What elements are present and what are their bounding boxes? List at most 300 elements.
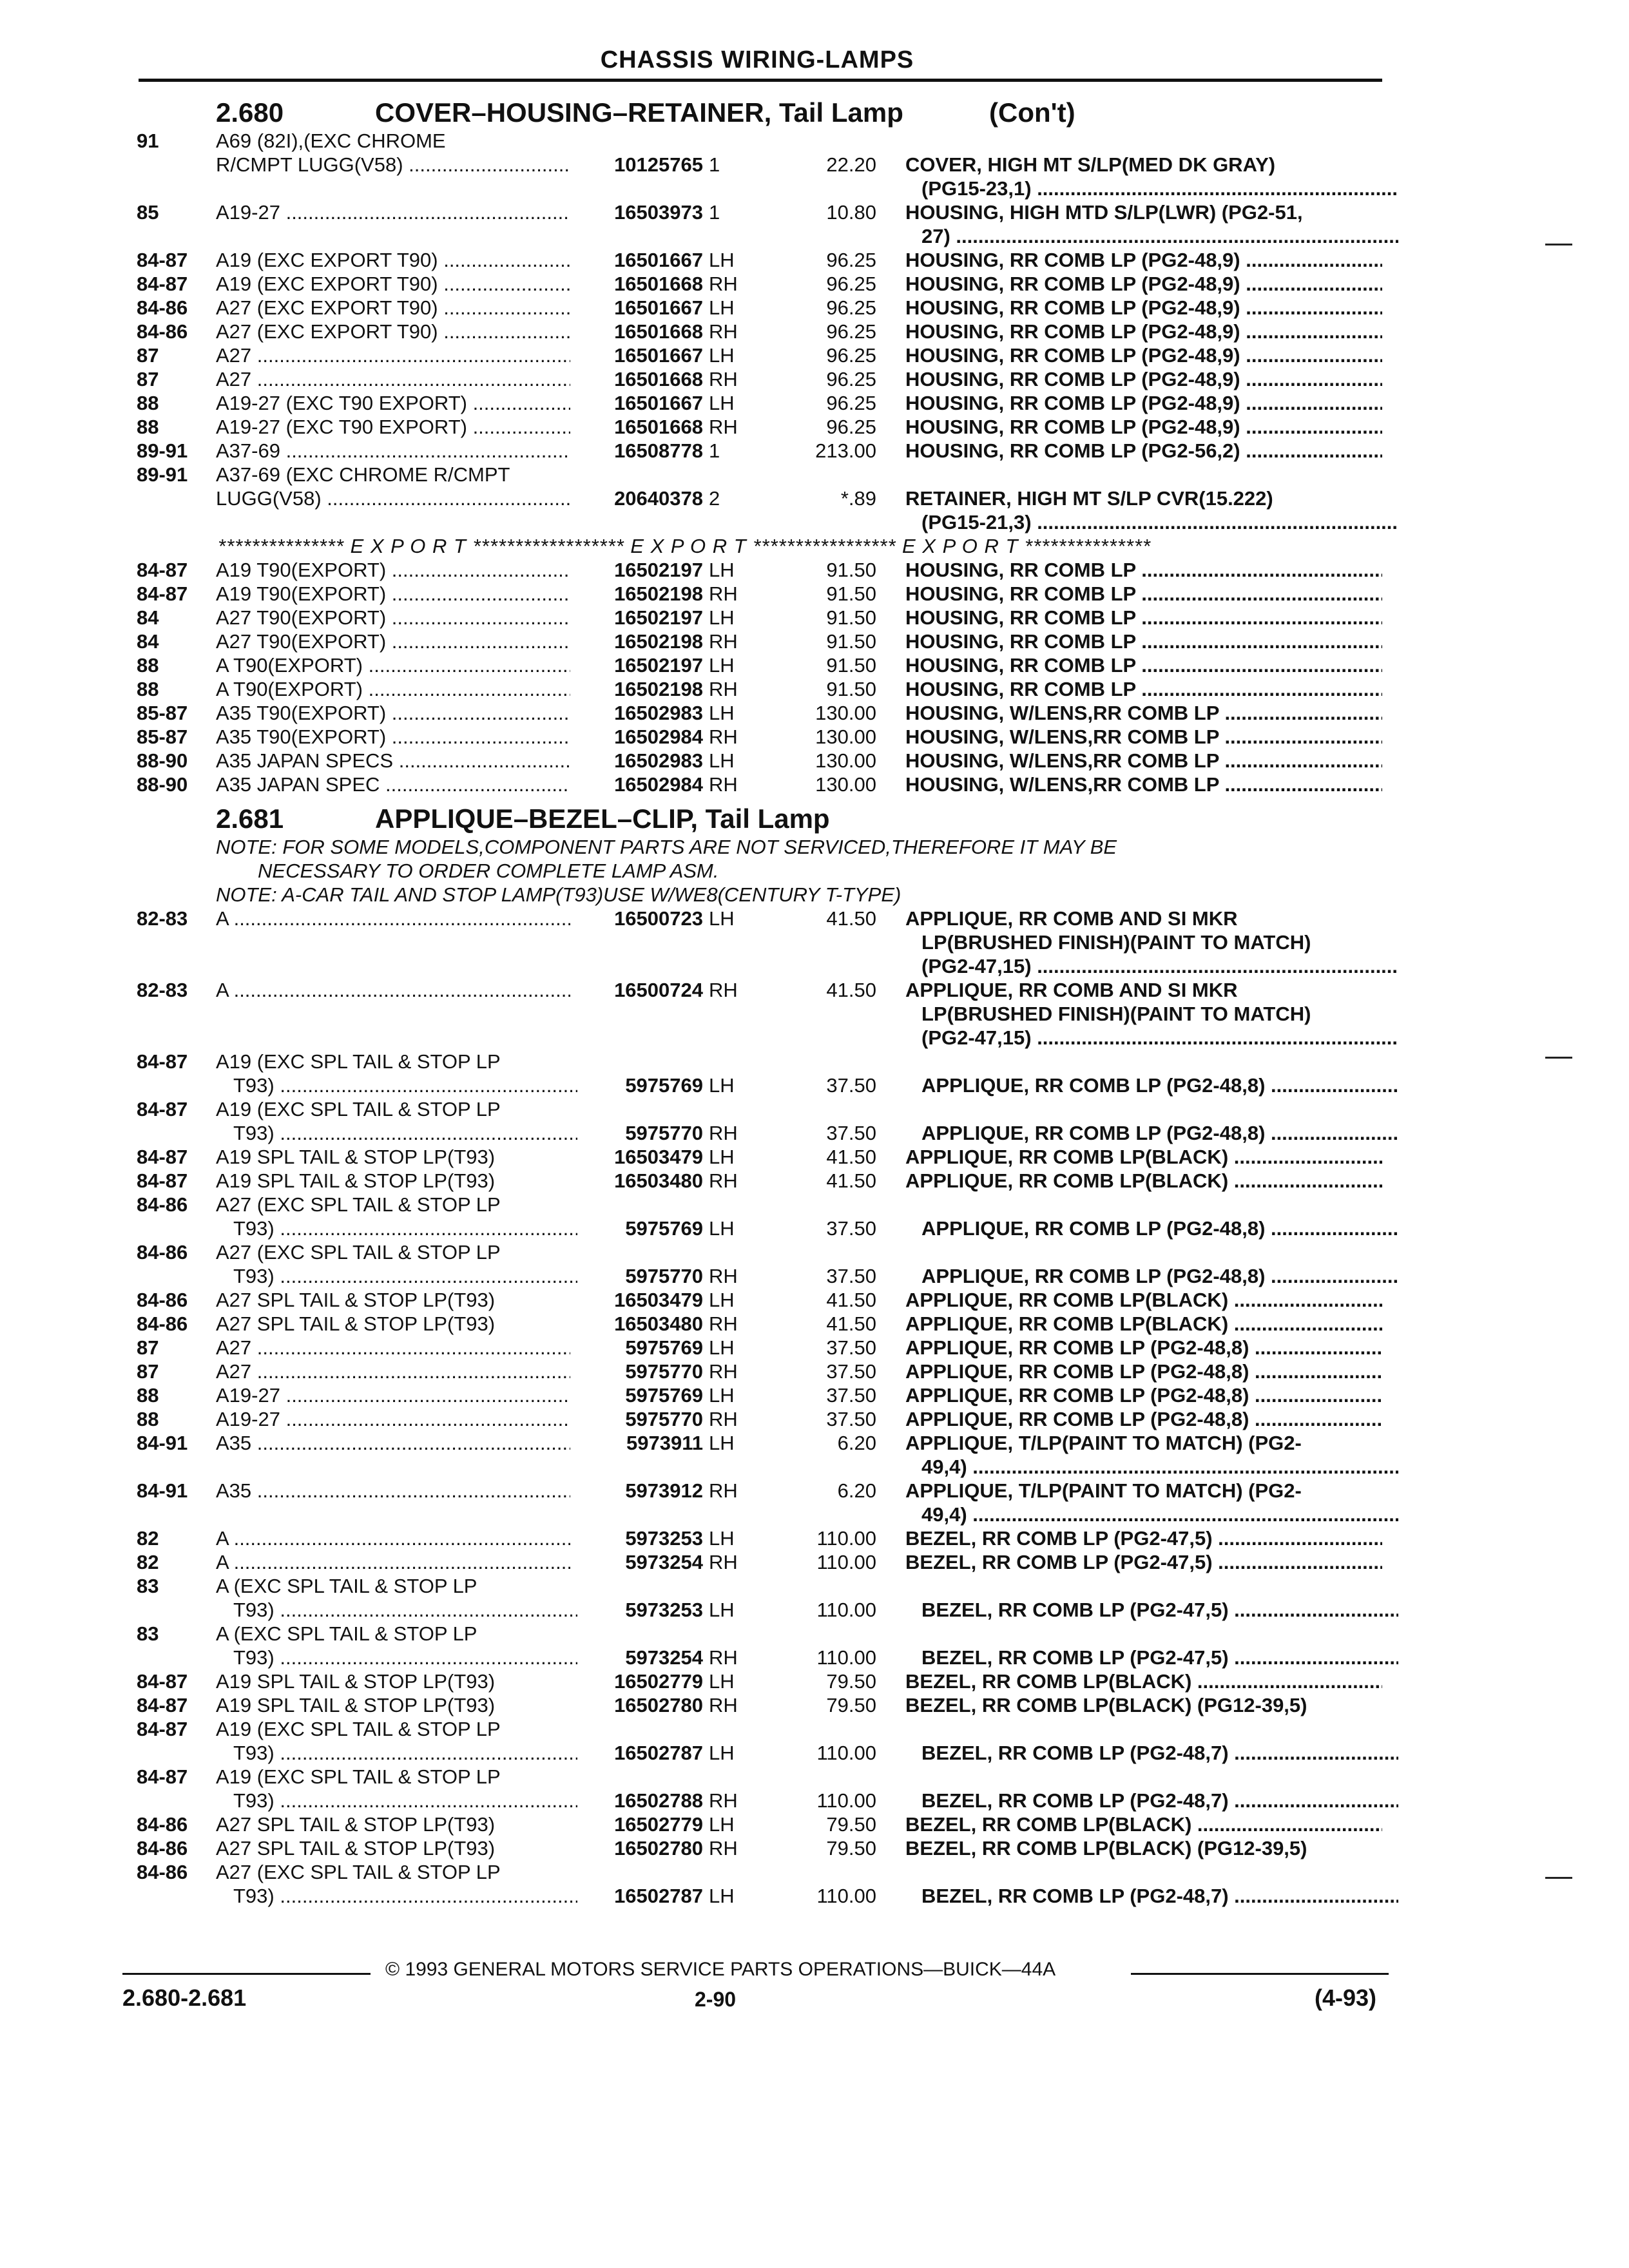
quantity: 2 bbox=[709, 487, 720, 510]
model-desc: A19-27 ..... bbox=[216, 1383, 570, 1407]
part-row bbox=[0, 677, 1629, 701]
quantity: LH bbox=[709, 606, 735, 629]
part-row bbox=[0, 954, 1629, 978]
price: 110.00 bbox=[816, 1527, 876, 1550]
price: 130.00 bbox=[815, 702, 876, 724]
footer-page-number: 2-90 bbox=[695, 1988, 737, 2011]
part-row bbox=[0, 391, 1629, 415]
model-year: 91 bbox=[137, 130, 159, 152]
model-desc: A19-27 (EXC T90 EXPORT) ..... bbox=[216, 391, 570, 415]
part-description: BEZEL, RR COMB LP(BLACK) (PG12-39,5) bbox=[905, 1694, 1307, 1716]
model-desc: LUGG(V58) ..... bbox=[216, 486, 570, 510]
model-year: 87 bbox=[137, 1360, 159, 1383]
part-row bbox=[0, 1550, 1629, 1574]
model-desc: A69 (82I),(EXC CHROME bbox=[216, 130, 446, 152]
model-year: 85-87 bbox=[137, 726, 188, 748]
quantity: LH bbox=[709, 559, 735, 581]
price: 96.25 bbox=[826, 296, 876, 319]
section-number: 2.680 bbox=[216, 97, 284, 128]
part-row bbox=[0, 1812, 1629, 1836]
section-note bbox=[0, 859, 1629, 883]
parts-list bbox=[0, 90, 1629, 1908]
model-year: 84-86 bbox=[137, 320, 188, 343]
model-year: 84-87 bbox=[137, 1694, 188, 1716]
part-description: BEZEL, RR COMB LP (PG2-47,5) ..... bbox=[905, 1526, 1382, 1550]
quantity: RH bbox=[709, 678, 738, 700]
model-desc: A27 (EXC SPL TAIL & STOP LP bbox=[216, 1861, 501, 1883]
part-row bbox=[0, 1884, 1629, 1908]
part-description: (PG2-47,15) ..... bbox=[921, 954, 1398, 978]
part-description: HOUSING, RR COMB LP (PG2-48,9) ..... bbox=[905, 343, 1382, 367]
part-number: 5973253 bbox=[577, 1526, 703, 1550]
part-row bbox=[0, 1216, 1629, 1240]
part-row bbox=[0, 1789, 1629, 1812]
section-heading-680 bbox=[0, 90, 1629, 129]
part-row bbox=[0, 486, 1629, 510]
part-row bbox=[0, 1169, 1629, 1193]
part-row bbox=[0, 606, 1629, 629]
quantity: LH bbox=[709, 1813, 735, 1836]
part-row bbox=[0, 1574, 1629, 1598]
price: 41.50 bbox=[826, 907, 876, 930]
quantity: RH bbox=[709, 979, 738, 1001]
part-row bbox=[0, 177, 1629, 200]
price: 96.25 bbox=[826, 368, 876, 390]
price: 96.25 bbox=[826, 273, 876, 295]
part-description: 49,4) ..... bbox=[921, 1455, 1398, 1479]
part-row bbox=[0, 343, 1629, 367]
model-desc: A35 T90(EXPORT) ..... bbox=[216, 701, 570, 725]
part-row bbox=[0, 1336, 1629, 1360]
model-desc: A19-27 (EXC T90 EXPORT) ..... bbox=[216, 415, 570, 439]
quantity: LH bbox=[709, 654, 735, 677]
model-year: 84-86 bbox=[137, 1193, 188, 1216]
model-year: 87 bbox=[137, 344, 159, 367]
part-row bbox=[0, 1526, 1629, 1550]
part-row bbox=[0, 1288, 1629, 1312]
part-number: 16502198 bbox=[577, 582, 703, 606]
part-description: HOUSING, RR COMB LP (PG2-48,9) ..... bbox=[905, 248, 1382, 272]
part-number: 16501667 bbox=[577, 391, 703, 415]
part-description: BEZEL, RR COMB LP (PG2-48,7) ..... bbox=[921, 1884, 1398, 1908]
part-number: 16503479 bbox=[577, 1145, 703, 1169]
part-description: HOUSING, RR COMB LP (PG2-48,9) ..... bbox=[905, 367, 1382, 391]
model-year: 84-86 bbox=[137, 296, 188, 319]
model-desc: A19 (EXC EXPORT T90) ..... bbox=[216, 272, 570, 296]
quantity: LH bbox=[709, 702, 735, 724]
part-row bbox=[0, 1240, 1629, 1264]
part-description: BEZEL, RR COMB LP(BLACK) ..... bbox=[905, 1669, 1382, 1693]
part-description: APPLIQUE, RR COMB LP (PG2-48,8) ..... bbox=[905, 1383, 1382, 1407]
price: 91.50 bbox=[826, 678, 876, 700]
model-year: 85 bbox=[137, 201, 159, 224]
model-year: 84-87 bbox=[137, 1765, 188, 1788]
price: 6.20 bbox=[837, 1479, 876, 1502]
model-desc: A19-27 ..... bbox=[216, 200, 570, 224]
quantity: LH bbox=[709, 1670, 735, 1693]
part-description: APPLIQUE, RR COMB AND SI MKR bbox=[905, 979, 1238, 1001]
part-number: 5973254 bbox=[577, 1646, 703, 1669]
model-year: 83 bbox=[137, 1622, 159, 1645]
part-description: BEZEL, RR COMB LP (PG2-48,7) ..... bbox=[921, 1741, 1398, 1765]
part-number: 16502780 bbox=[577, 1836, 703, 1860]
part-row bbox=[0, 1145, 1629, 1169]
quantity: LH bbox=[709, 344, 735, 367]
price: 110.00 bbox=[816, 1646, 876, 1669]
model-desc: T93) ..... bbox=[233, 1884, 588, 1908]
section-number: 2.681 bbox=[216, 803, 284, 834]
part-description: 27) ..... bbox=[921, 224, 1398, 248]
part-number: 16508778 bbox=[577, 439, 703, 463]
footer-copyright: © 1993 GENERAL MOTORS SERVICE PARTS OPERATIONS—BUICK—44A bbox=[385, 1959, 1056, 1980]
quantity: RH bbox=[709, 320, 738, 343]
model-desc: R/CMPT LUGG(V58) ..... bbox=[216, 153, 570, 177]
price: 37.50 bbox=[826, 1384, 876, 1407]
part-row bbox=[0, 1479, 1629, 1503]
part-number: 5975769 bbox=[577, 1336, 703, 1360]
model-desc: A (EXC SPL TAIL & STOP LP bbox=[216, 1622, 477, 1645]
model-year: 84 bbox=[137, 606, 159, 629]
model-desc: A27 SPL TAIL & STOP LP(T93) bbox=[216, 1312, 496, 1335]
model-year: 88-90 bbox=[137, 749, 188, 772]
part-description: APPLIQUE, RR COMB LP (PG2-48,8) ..... bbox=[905, 1336, 1382, 1360]
part-number: 5973254 bbox=[577, 1550, 703, 1574]
part-row bbox=[0, 439, 1629, 463]
section-title: APPLIQUE–BEZEL–CLIP, Tail Lamp bbox=[375, 803, 830, 834]
part-number: 16501667 bbox=[577, 296, 703, 320]
part-row bbox=[0, 1431, 1629, 1455]
part-row bbox=[0, 1836, 1629, 1860]
part-description: APPLIQUE, RR COMB LP (PG2-48,8) ..... bbox=[905, 1407, 1382, 1431]
model-year: 88 bbox=[137, 654, 159, 677]
model-desc: A35 ..... bbox=[216, 1479, 570, 1503]
part-row bbox=[0, 701, 1629, 725]
part-description: 49,4) ..... bbox=[921, 1503, 1398, 1526]
part-description: HOUSING, W/LENS,RR COMB LP ..... bbox=[905, 701, 1382, 725]
part-row bbox=[0, 1598, 1629, 1622]
model-desc: A27 SPL TAIL & STOP LP(T93) bbox=[216, 1289, 496, 1311]
part-description: HOUSING, RR COMB LP ..... bbox=[905, 558, 1382, 582]
quantity: LH bbox=[709, 1217, 735, 1240]
part-description: APPLIQUE, T/LP(PAINT TO MATCH) (PG2- bbox=[905, 1432, 1302, 1454]
part-row bbox=[0, 367, 1629, 391]
part-row bbox=[0, 1503, 1629, 1526]
part-number: 16501668 bbox=[577, 415, 703, 439]
part-number: 16503480 bbox=[577, 1312, 703, 1336]
part-row bbox=[0, 1097, 1629, 1121]
part-description: LP(BRUSHED FINISH)(PAINT TO MATCH) bbox=[921, 931, 1311, 954]
part-row bbox=[0, 1312, 1629, 1336]
part-description: HOUSING, RR COMB LP ..... bbox=[905, 677, 1382, 701]
price: 37.50 bbox=[826, 1336, 876, 1359]
quantity: LH bbox=[709, 1336, 735, 1359]
part-description: HOUSING, RR COMB LP ..... bbox=[905, 606, 1382, 629]
part-description: HOUSING, RR COMB LP ..... bbox=[905, 653, 1382, 677]
part-number: 5975770 bbox=[577, 1264, 703, 1288]
part-number: 16500724 bbox=[577, 978, 703, 1002]
part-number: 16500723 bbox=[577, 907, 703, 930]
part-row bbox=[0, 510, 1629, 534]
model-desc: A37-69 ..... bbox=[216, 439, 570, 463]
model-year: 83 bbox=[137, 1575, 159, 1597]
part-row bbox=[0, 1622, 1629, 1646]
model-year: 84-87 bbox=[137, 249, 188, 271]
part-row bbox=[0, 582, 1629, 606]
quantity: RH bbox=[709, 1169, 738, 1192]
part-row bbox=[0, 1264, 1629, 1288]
part-description: HOUSING, RR COMB LP ..... bbox=[905, 629, 1382, 653]
part-row bbox=[0, 415, 1629, 439]
part-row bbox=[0, 296, 1629, 320]
part-number: 16502787 bbox=[577, 1741, 703, 1765]
price: 41.50 bbox=[826, 1146, 876, 1168]
part-number: 16502780 bbox=[577, 1693, 703, 1717]
section-title: COVER–HOUSING–RETAINER, Tail Lamp bbox=[375, 97, 903, 128]
model-year: 84-87 bbox=[137, 1670, 188, 1693]
model-desc: A19 (EXC SPL TAIL & STOP LP bbox=[216, 1050, 501, 1073]
price: 110.00 bbox=[816, 1551, 876, 1573]
price: 37.50 bbox=[826, 1265, 876, 1287]
part-description: HOUSING, W/LENS,RR COMB LP ..... bbox=[905, 725, 1382, 749]
quantity: RH bbox=[709, 1837, 738, 1860]
part-description: APPLIQUE, RR COMB LP (PG2-48,8) ..... bbox=[921, 1264, 1398, 1288]
quantity: RH bbox=[709, 1479, 738, 1502]
price: 22.20 bbox=[826, 153, 876, 176]
model-desc: A19 (EXC SPL TAIL & STOP LP bbox=[216, 1765, 501, 1788]
model-desc: A19 (EXC EXPORT T90) ..... bbox=[216, 248, 570, 272]
model-year: 89-91 bbox=[137, 463, 188, 486]
note-text: NOTE: A-CAR TAIL AND STOP LAMP(T93)USE W/WE8(CENTURY T-TYPE) bbox=[216, 883, 901, 906]
model-year: 82-83 bbox=[137, 979, 188, 1001]
quantity: RH bbox=[709, 1789, 738, 1812]
part-row bbox=[0, 1360, 1629, 1383]
page-header-title: CHASSIS WIRING-LAMPS bbox=[600, 46, 914, 73]
quantity: LH bbox=[709, 1742, 735, 1764]
price: 96.25 bbox=[826, 416, 876, 438]
footer-date: (4-93) bbox=[1315, 1984, 1377, 2011]
quantity: RH bbox=[709, 726, 738, 748]
part-row bbox=[0, 1407, 1629, 1431]
part-row bbox=[0, 320, 1629, 343]
part-number: 5975769 bbox=[577, 1073, 703, 1097]
price: 79.50 bbox=[826, 1670, 876, 1693]
part-description: HOUSING, HIGH MTD S/LP(LWR) (PG2-51, bbox=[905, 201, 1303, 224]
quantity: RH bbox=[709, 1408, 738, 1430]
model-desc: T93) ..... bbox=[233, 1598, 588, 1622]
part-row bbox=[0, 725, 1629, 749]
model-year: 88 bbox=[137, 1384, 159, 1407]
model-year: 84-87 bbox=[137, 1169, 188, 1192]
part-description: HOUSING, RR COMB LP (PG2-48,9) ..... bbox=[905, 415, 1382, 439]
quantity: RH bbox=[709, 1646, 738, 1669]
part-number: 16502779 bbox=[577, 1812, 703, 1836]
part-number: 16502198 bbox=[577, 629, 703, 653]
part-description: BEZEL, RR COMB LP (PG2-47,5) ..... bbox=[921, 1646, 1398, 1669]
model-desc: A19 SPL TAIL & STOP LP(T93) bbox=[216, 1670, 496, 1693]
margin-mark bbox=[1545, 1057, 1572, 1059]
part-description: APPLIQUE, RR COMB LP(BLACK) ..... bbox=[905, 1288, 1382, 1312]
part-number: 5975770 bbox=[577, 1407, 703, 1431]
quantity: 1 bbox=[709, 439, 720, 462]
quantity: RH bbox=[709, 1122, 738, 1144]
part-number: 16502198 bbox=[577, 677, 703, 701]
model-desc: A35 ..... bbox=[216, 1431, 570, 1455]
model-desc: A35 JAPAN SPECS ..... bbox=[216, 749, 570, 773]
price: 79.50 bbox=[826, 1813, 876, 1836]
model-desc: A37-69 (EXC CHROME R/CMPT bbox=[216, 463, 510, 486]
part-row bbox=[0, 773, 1629, 796]
part-description: APPLIQUE, RR COMB LP(BLACK) ..... bbox=[905, 1312, 1382, 1336]
part-description: BEZEL, RR COMB LP (PG2-48,7) ..... bbox=[921, 1789, 1398, 1812]
part-description: HOUSING, RR COMB LP (PG2-56,2) ..... bbox=[905, 439, 1382, 463]
quantity: LH bbox=[709, 1289, 735, 1311]
part-row bbox=[0, 272, 1629, 296]
model-desc: A27 (EXC EXPORT T90) ..... bbox=[216, 296, 570, 320]
part-number: 10125765 bbox=[577, 153, 703, 177]
model-desc: A27 SPL TAIL & STOP LP(T93) bbox=[216, 1813, 496, 1836]
part-description: APPLIQUE, RR COMB AND SI MKR bbox=[905, 907, 1238, 930]
quantity: RH bbox=[709, 368, 738, 390]
part-description: HOUSING, W/LENS,RR COMB LP ..... bbox=[905, 749, 1382, 773]
part-description: APPLIQUE, RR COMB LP (PG2-48,8) ..... bbox=[921, 1073, 1398, 1097]
model-desc: A ..... bbox=[216, 1526, 570, 1550]
part-row bbox=[0, 224, 1629, 248]
model-year: 88 bbox=[137, 392, 159, 414]
model-year: 82-83 bbox=[137, 907, 188, 930]
model-year: 84-86 bbox=[137, 1813, 188, 1836]
quantity: 1 bbox=[709, 201, 720, 224]
model-year: 84-87 bbox=[137, 1050, 188, 1073]
part-description: COVER, HIGH MT S/LP(MED DK GRAY) bbox=[905, 153, 1276, 176]
model-desc: A19 SPL TAIL & STOP LP(T93) bbox=[216, 1146, 496, 1168]
part-row bbox=[0, 1646, 1629, 1669]
quantity: RH bbox=[709, 630, 738, 653]
part-number: 16502787 bbox=[577, 1884, 703, 1908]
part-description: BEZEL, RR COMB LP (PG2-47,5) ..... bbox=[905, 1550, 1382, 1574]
price: 96.25 bbox=[826, 392, 876, 414]
price: 41.50 bbox=[826, 1312, 876, 1335]
part-number: 16501668 bbox=[577, 320, 703, 343]
model-year: 87 bbox=[137, 368, 159, 390]
quantity: LH bbox=[709, 1885, 735, 1907]
model-desc: A27 ..... bbox=[216, 1360, 570, 1383]
quantity: LH bbox=[709, 1432, 735, 1454]
part-row bbox=[0, 1073, 1629, 1097]
model-desc: T93) ..... bbox=[233, 1216, 588, 1240]
model-desc: A19 T90(EXPORT) ..... bbox=[216, 582, 570, 606]
model-desc: A ..... bbox=[216, 978, 570, 1002]
model-desc: A35 JAPAN SPEC ..... bbox=[216, 773, 570, 796]
model-year: 84-87 bbox=[137, 273, 188, 295]
model-desc: A19 SPL TAIL & STOP LP(T93) bbox=[216, 1694, 496, 1716]
model-desc: A ..... bbox=[216, 907, 570, 930]
part-row bbox=[0, 1693, 1629, 1717]
price: 41.50 bbox=[826, 979, 876, 1001]
part-row bbox=[0, 930, 1629, 954]
quantity: LH bbox=[709, 907, 735, 930]
price: 37.50 bbox=[826, 1408, 876, 1430]
price: 41.50 bbox=[826, 1289, 876, 1311]
part-number: 5975770 bbox=[577, 1360, 703, 1383]
model-desc: A27 ..... bbox=[216, 1336, 570, 1360]
model-year: 88 bbox=[137, 1408, 159, 1430]
quantity: LH bbox=[709, 296, 735, 319]
price: 96.25 bbox=[826, 344, 876, 367]
price: 96.25 bbox=[826, 249, 876, 271]
part-row bbox=[0, 463, 1629, 486]
part-description: APPLIQUE, RR COMB LP(BLACK) ..... bbox=[905, 1145, 1382, 1169]
part-description: HOUSING, RR COMB LP (PG2-48,9) ..... bbox=[905, 391, 1382, 415]
model-year: 88 bbox=[137, 416, 159, 438]
footer-rule-right bbox=[1131, 1973, 1389, 1975]
price: 79.50 bbox=[826, 1694, 876, 1716]
part-description: HOUSING, RR COMB LP (PG2-48,9) ..... bbox=[905, 272, 1382, 296]
footer-rule-left bbox=[122, 1973, 371, 1975]
price: 37.50 bbox=[826, 1217, 876, 1240]
part-number: 5973912 bbox=[577, 1479, 703, 1503]
model-desc: T93) ..... bbox=[233, 1073, 588, 1097]
quantity: RH bbox=[709, 1551, 738, 1573]
model-desc: A19 T90(EXPORT) ..... bbox=[216, 558, 570, 582]
part-number: 16503480 bbox=[577, 1169, 703, 1193]
part-description: BEZEL, RR COMB LP(BLACK) (PG12-39,5) bbox=[905, 1837, 1307, 1860]
quantity: LH bbox=[709, 1599, 735, 1621]
section-heading-681 bbox=[0, 796, 1629, 835]
price: 130.00 bbox=[815, 749, 876, 772]
quantity: LH bbox=[709, 1074, 735, 1097]
part-description: APPLIQUE, RR COMB LP (PG2-48,8) ..... bbox=[921, 1216, 1398, 1240]
price: 91.50 bbox=[826, 654, 876, 677]
model-desc: A27 ..... bbox=[216, 343, 570, 367]
part-row bbox=[0, 907, 1629, 930]
model-year: 84-91 bbox=[137, 1432, 188, 1454]
part-row bbox=[0, 1669, 1629, 1693]
price: 91.50 bbox=[826, 606, 876, 629]
part-number: 16502983 bbox=[577, 749, 703, 773]
part-row bbox=[0, 129, 1629, 153]
quantity: RH bbox=[709, 582, 738, 605]
footer-section-code: 2.680-2.681 bbox=[122, 1984, 247, 2011]
part-number: 16501668 bbox=[577, 272, 703, 296]
price: 6.20 bbox=[837, 1432, 876, 1454]
model-desc: A27 (EXC EXPORT T90) ..... bbox=[216, 320, 570, 343]
part-description: APPLIQUE, RR COMB LP(BLACK) ..... bbox=[905, 1169, 1382, 1193]
price: 91.50 bbox=[826, 630, 876, 653]
note-text: NECESSARY TO ORDER COMPLETE LAMP ASM. bbox=[258, 860, 719, 882]
price: 110.00 bbox=[816, 1885, 876, 1907]
model-desc: A (EXC SPL TAIL & STOP LP bbox=[216, 1575, 477, 1597]
quantity: RH bbox=[709, 273, 738, 295]
part-row bbox=[0, 1765, 1629, 1789]
model-desc: A27 (EXC SPL TAIL & STOP LP bbox=[216, 1193, 501, 1216]
part-row bbox=[0, 1717, 1629, 1741]
part-number: 5973911 bbox=[577, 1431, 703, 1455]
part-description: HOUSING, W/LENS,RR COMB LP ..... bbox=[905, 773, 1382, 796]
part-description: (PG15-23,1) ..... bbox=[921, 177, 1398, 200]
price: 41.50 bbox=[826, 1169, 876, 1192]
model-desc: A35 T90(EXPORT) ..... bbox=[216, 725, 570, 749]
price: 110.00 bbox=[816, 1599, 876, 1621]
model-desc: A27 (EXC SPL TAIL & STOP LP bbox=[216, 1241, 501, 1264]
model-year: 84-86 bbox=[137, 1289, 188, 1311]
quantity: RH bbox=[709, 1265, 738, 1287]
price: 130.00 bbox=[815, 773, 876, 796]
model-desc: A T90(EXPORT) ..... bbox=[216, 677, 570, 701]
price: 213.00 bbox=[815, 439, 876, 462]
quantity: RH bbox=[709, 416, 738, 438]
part-number: 16501667 bbox=[577, 343, 703, 367]
model-desc: A19 (EXC SPL TAIL & STOP LP bbox=[216, 1098, 501, 1120]
